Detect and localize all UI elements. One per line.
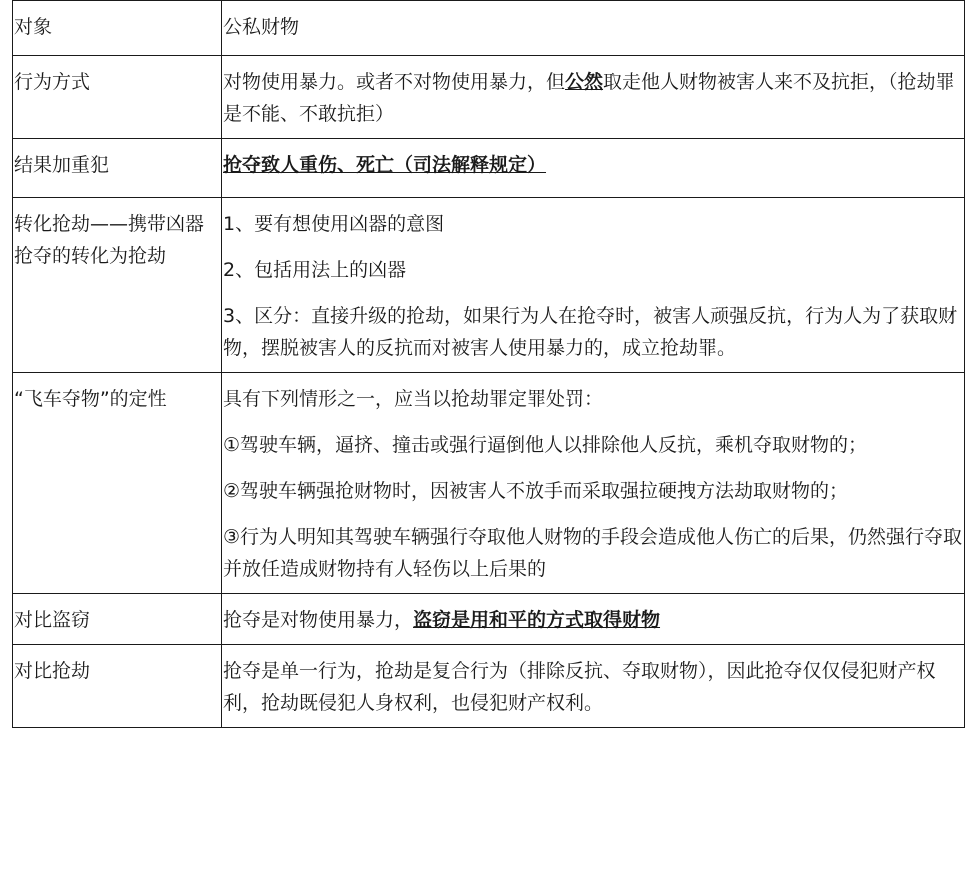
- list-item: ②驾驶车辆强抢财物时，因被害人不放手而采取强拉硬拽方法劫取财物的；: [223, 480, 849, 502]
- row-value: [222, 56, 965, 139]
- row-label: 对比盗窃: [13, 594, 222, 645]
- row-value: [222, 139, 965, 198]
- row-label: 结果加重犯: [13, 139, 222, 198]
- row-value: 公私财物: [222, 1, 965, 56]
- list-item: 具有下列情形之一，应当以抢劫罪定罪处罚：: [223, 388, 604, 410]
- table-row: [13, 594, 965, 645]
- table-row: [13, 139, 965, 198]
- list-item: 1、要有想使用凶器的意图: [223, 213, 445, 235]
- row-label: 行为方式: [13, 56, 222, 139]
- knowledge-table: [12, 0, 965, 728]
- list-item: 2、包括用法上的凶器: [223, 259, 407, 281]
- table-row: [13, 373, 965, 594]
- row-value: [222, 198, 965, 373]
- row-label: “飞车夺物”的定性: [13, 373, 222, 594]
- row-value: [222, 373, 965, 594]
- list-item: ③行为人明知其驾驶车辆强行夺取他人财物的手段会造成他人伤亡的后果，仍然强行夺取并放任造成财物持有人轻伤以上后果的: [223, 526, 963, 580]
- emphasis-text: 公然: [565, 71, 604, 93]
- table-row: [13, 198, 965, 373]
- row-label: 对比抢劫: [13, 645, 222, 728]
- list-item: 3、区分：直接升级的抢劫，如果行为人在抢夺时，被害人顽强反抗，行为人为了获取财物，摆脱被害人的反抗而对被害人使用暴力的，成立抢劫罪。: [223, 305, 958, 359]
- emphasis-text: 盗窃是用和平的方式取得财物: [413, 609, 661, 631]
- row-label: 转化抢劫——携带凶器抢夺的转化为抢劫: [13, 198, 222, 373]
- list-item: ①驾驶车辆，逼挤、撞击或强行逼倒他人以排除他人反抗，乘机夺取财物的；: [223, 434, 868, 456]
- row-label: 对象: [13, 1, 222, 56]
- row-value: 抢夺是单一行为，抢劫是复合行为（排除反抗、夺取财物），因此抢夺仅仅侵犯财产权利，抢劫既侵犯人身权利，也侵犯财产权利。: [222, 645, 965, 728]
- row-value: [222, 594, 965, 645]
- emphasis-text: 抢夺致人重伤、死亡（司法解释规定）: [223, 154, 547, 176]
- value-text: 对物使用暴力。或者不对物使用暴力，但: [223, 71, 566, 93]
- table-row: [13, 1, 965, 56]
- value-text: 取走他人财物被害人来不及抗拒，（抢劫罪是不能、不敢抗拒）: [223, 71, 955, 125]
- value-text: 抢夺是对物使用暴力，: [223, 609, 414, 631]
- table-row: [13, 56, 965, 139]
- table-row: [13, 645, 965, 728]
